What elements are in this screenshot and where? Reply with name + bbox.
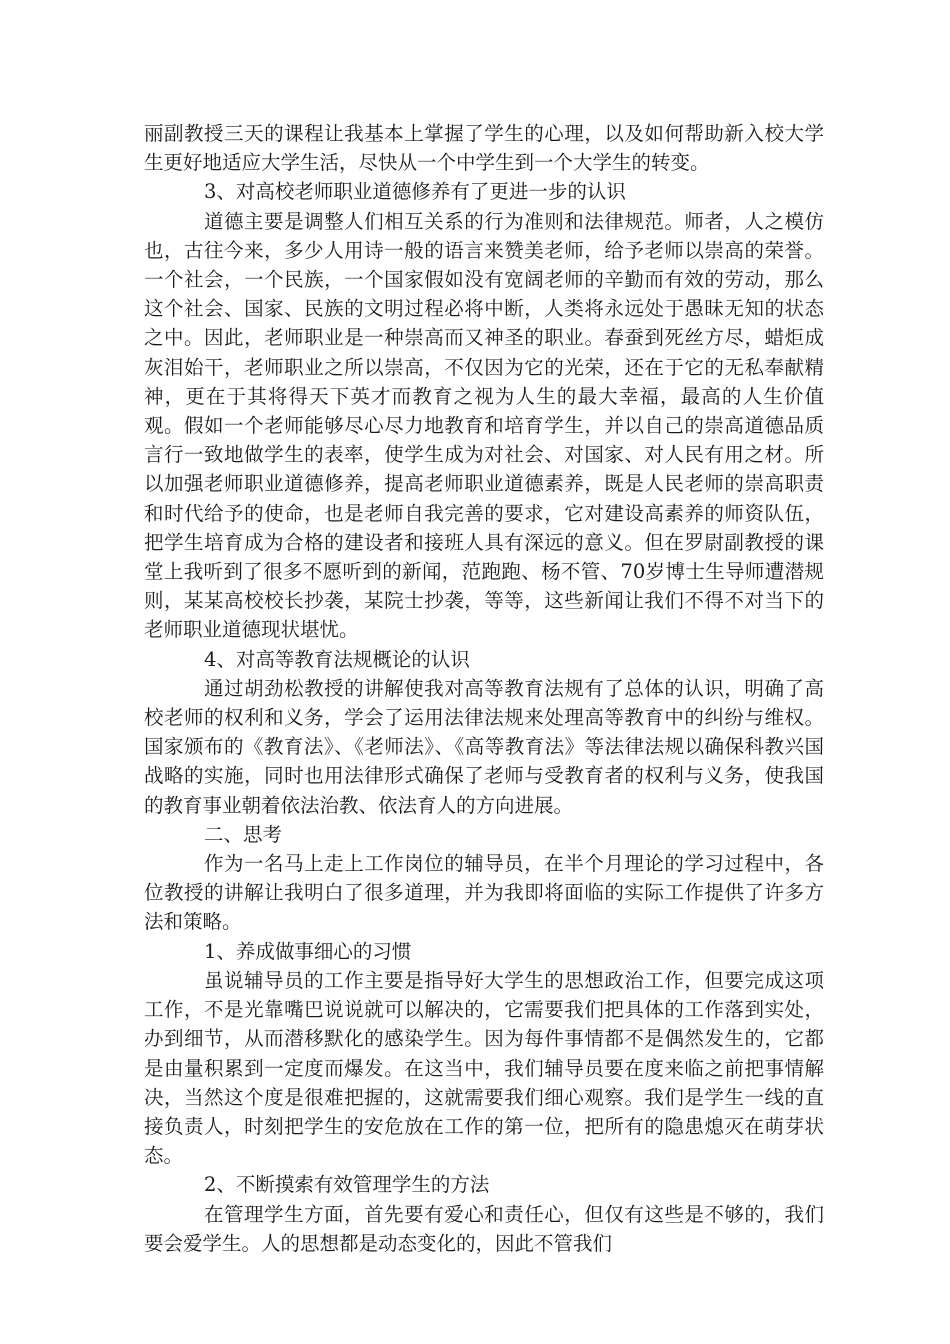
paragraph-methods: 在管理学生方面，首先要有爱心和责任心，但仅有这些是不够的，我们要会爱学生。人的思想都是动态变化的，因此不管我们 bbox=[144, 1202, 824, 1255]
section-heading-ethics: 3、对高校老师职业道德修养有了更进一步的认识 bbox=[204, 180, 626, 204]
paragraph-habit: 虽说辅导员的工作主要是指导好大学生的思想政治工作，但要完成这项工作，不是光靠嘴巴说说就可以解决的，它需要我们把具体的工作落到实处，办到细节，从而潜移默化的感染学生。因为每件事情都不是偶然发生的，它都是由量积累到一定度而爆发。在这当中，我们辅导员要在度来临之前把事情解决，当然这个度是很难把握的，这就需要我们细心观察。我们是学生一线的直接负责人，时刻把学生的安危放在工作的第一位，把所有的隐患熄灭在萌芽状态。 bbox=[144, 968, 824, 1168]
paragraph-law: 通过胡劲松教授的讲解使我对高等教育法规有了总体的认识，明确了高校老师的权利和义务，学会了运用法律法规来处理高等教育中的纠纷与维权。国家颁布的《教育法》、《老师法》、《高等教育法》等法律法规以确保科教兴国战略的实施，同时也用法律形式确保了老师与受教育者的权利与义务，使我国的教育事业朝着依法治教、依法育人的方向进展。 bbox=[144, 676, 824, 817]
section-heading-habit: 1、养成做事细心的习惯 bbox=[204, 939, 412, 963]
section-heading-methods: 2、不断摸索有效管理学生的方法 bbox=[204, 1173, 490, 1197]
paragraph-thinking: 作为一名马上走上工作岗位的辅导员，在半个月理论的学习过程中，各位教授的讲解让我明白了很多道理，并为我即将面临的实际工作提供了许多方法和策略。 bbox=[144, 852, 824, 934]
section-heading-law: 4、对高等教育法规概论的认识 bbox=[204, 647, 470, 671]
document-body bbox=[144, 119, 824, 1258]
paragraph-ethics: 道德主要是调整人们相互关系的行为准则和法律规范。师者，人之模仿也，古往今来，多少人用诗一般的语言来赞美老师，给予老师以崇高的荣誉。一个社会，一个民族，一个国家假如没有宽阔老师的辛勤而有效的劳动，那么这个社会、国家、民族的文明过程必将中断，人类将永远处于愚昧无知的状态之中。因此，老师职业是一种崇高而又神圣的职业。春蚕到死丝方尽，蜡炬成灰泪始干，老师职业之所以崇高，不仅因为它的光荣，还在于它的无私奉献精神，更在于其将得天下英才而教育之视为人生的最大幸福，最高的人生价值观。假如一个老师能够尽心尽力地教育和培育学生，并以自己的崇高道德品质言行一致地做学生的表率，使学生成为对社会、对国家、对人民有用之材。所以加强老师职业道德修养，提高老师职业道德素养，既是人民老师的崇高职责和时代给予的使命，也是老师自我完善的要求，它对建设高素养的师资队伍，把学生培育成为合格的建设者和接班人具有深远的意义。但在罗尉副教授的课堂上我听到了很多不愿听到的新闻，范跑跑、杨不管、70岁博士生导师遭潜规则，某某高校校长抄袭，某院士抄袭，等等，这些新闻让我们不得不对当下的老师职业道德现状堪忧。 bbox=[144, 209, 824, 642]
section-heading-thinking: 二、思考 bbox=[204, 822, 283, 846]
paragraph-continuation: 丽副教授三天的课程让我基本上掌握了学生的心理，以及如何帮助新入校大学生更好地适应大学生活，尽快从一个中学生到一个大学生的转变。 bbox=[144, 122, 824, 175]
